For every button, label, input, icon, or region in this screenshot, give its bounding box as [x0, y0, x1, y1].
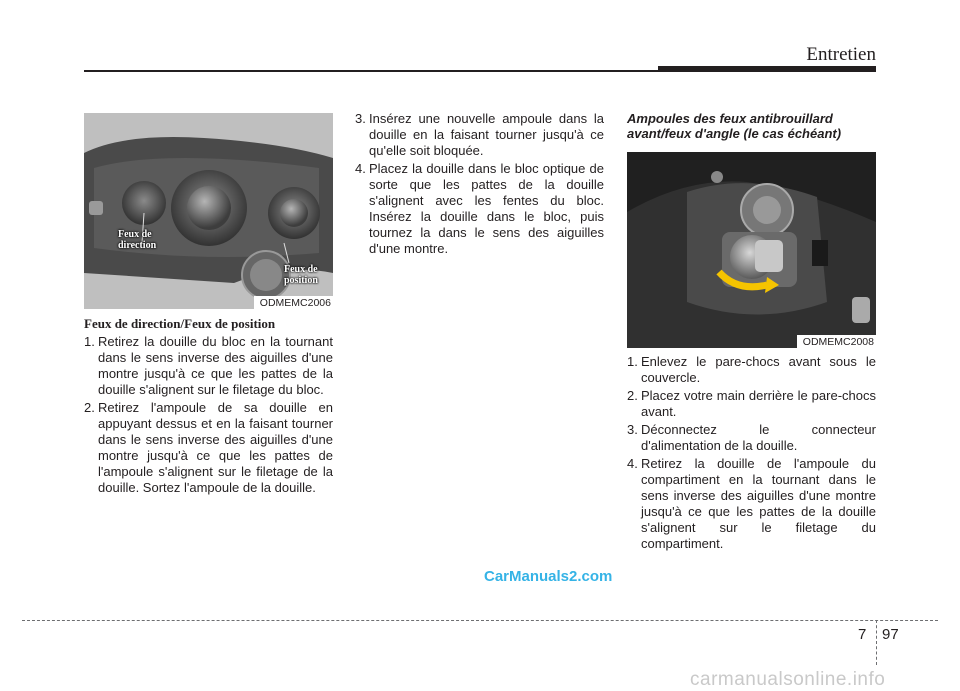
right-steps-block — [627, 354, 876, 554]
callout-position-line1: Feux de — [284, 264, 318, 275]
step-text: Placez votre main derrière le pare-chocs avant. — [641, 388, 876, 419]
footer-vertical-rule — [876, 620, 877, 665]
step-number: 1. — [627, 354, 638, 369]
site-watermark: carmanualsonline.info — [690, 669, 886, 690]
section-title: Ampoules des feux antibrouillard avant/feux d'angle (le cas échéant) — [627, 111, 842, 141]
callout-turn-line1: Feux de — [118, 229, 152, 240]
list-item — [627, 456, 876, 552]
callout-turn-line2: direction — [118, 240, 157, 251]
middle-steps — [355, 111, 604, 257]
photo-code: ODMEMC2008 — [797, 335, 876, 348]
step-number: 4. — [355, 161, 366, 176]
left-steps — [84, 334, 333, 496]
list-item — [84, 400, 333, 496]
watermark-link[interactable]: CarManuals2.com — [484, 568, 613, 585]
step-number: 1. — [84, 334, 95, 349]
page-number: 97 — [882, 626, 899, 643]
step-number: 3. — [355, 111, 366, 126]
step-text: Insérez une nouvelle ampoule dans la douille en la faisant tourner jusqu'à ce qu'elle soit bloquée. — [369, 111, 604, 158]
subsection-title: Feux de direction/Feux de position — [84, 316, 276, 331]
chapter-title: Entretien — [806, 44, 876, 65]
list-item — [355, 111, 604, 159]
list-item — [627, 388, 876, 420]
step-text: Placez la douille dans le bloc optique de sorte que les pattes de la douille s'alignent avec les fentes du bloc. Insérez la douille dans le bloc, puis tournez la dans le sens des aiguilles d'une montre. — [369, 161, 604, 256]
middle-column — [355, 111, 604, 259]
photo-code: ODMEMC2006 — [254, 296, 333, 309]
list-item — [627, 422, 876, 454]
list-item — [627, 354, 876, 386]
headlamp-photo — [84, 113, 333, 309]
step-number: 2. — [84, 400, 95, 415]
step-text: Retirez la douille de l'ampoule du compartiment en la tournant dans le sens inverse des aiguilles d'une montre jusqu'à ce que les pattes de la douille s'alignent sur le filetage du compartiment. — [641, 456, 876, 551]
step-text: Retirez l'ampoule de sa douille en appuyant dessus et en la faisant tourner dans le sens inverse des aiguilles d'une montre jusqu'à ce que les pattes de l'ampoule s'alignent sur le filetage de la douille. Sortez l'ampoule de la douille. — [98, 400, 333, 495]
list-item — [84, 334, 333, 398]
right-column — [627, 111, 876, 141]
right-steps — [627, 354, 876, 552]
fog-lamp-illustration — [627, 152, 876, 348]
step-number: 4. — [627, 456, 638, 471]
header-rule-thin — [84, 70, 658, 72]
callout-position-line2: position — [284, 275, 318, 286]
step-number: 3. — [627, 422, 638, 437]
step-text: Déconnectez le connecteur d'alimentation de la douille. — [641, 422, 876, 453]
turn-signal-callout — [118, 229, 156, 251]
position-light-callout — [284, 264, 318, 286]
step-text: Retirez la douille du bloc en la tournant dans le sens inverse des aiguilles d'une montre jusqu'à ce que les pattes de la douille s'alignent sur le filetage du bloc. — [98, 334, 333, 397]
footer-dashed-rule — [22, 620, 938, 621]
left-column — [84, 316, 333, 498]
list-item — [355, 161, 604, 257]
step-text: Enlevez le pare-chocs avant sous le couvercle. — [641, 354, 876, 385]
chapter-number: 7 — [858, 626, 867, 643]
header-rule-thick — [658, 66, 876, 72]
fog-lamp-photo — [627, 152, 876, 348]
step-number: 2. — [627, 388, 638, 403]
